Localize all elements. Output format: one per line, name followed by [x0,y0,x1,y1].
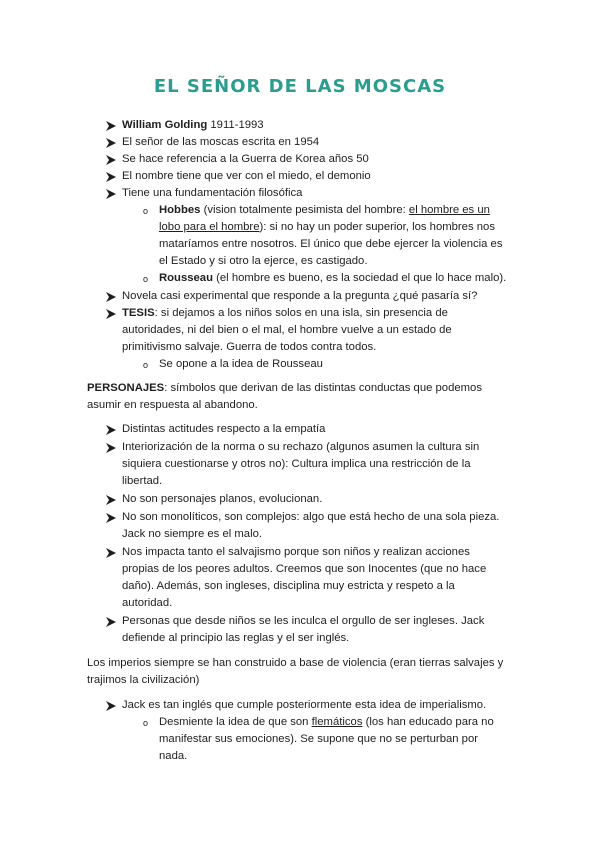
hobbes-line-3: mataríamos entre nosotros. El único que debe ejercer la violencia es [159,238,503,250]
personajes-line-1: PERSONAJES: símbolos que derivan de las distintas conductas que podemos [87,382,482,394]
hobbes-line-1: Hobbes (vision totalmente pesimista del hombre: el hombre es un [159,204,490,216]
arrowhead-icon [105,154,117,166]
arrowhead-icon [105,137,117,149]
arrowhead-icon [105,442,117,454]
personajes-item-line: Interiorización de la norma o su rechazo (algunos asumen la cultura sin [122,441,480,453]
bullet-text: Novela casi experimental que responde a la pregunta ¿qué pasaría sí? [122,290,478,302]
rousseau-line: Rousseau (el hombre es bueno, es la sociedad el que lo hace malo). [159,272,507,284]
hobbes-line-4: el Estado y si otro la ejerce, es castigado. [159,255,368,267]
arrowhead-icon [105,700,117,712]
personajes-item-line: Nos impacta tanto el salvajismo porque son niños y realizan acciones [122,546,470,558]
arrowhead-icon [105,424,117,436]
circle-bullet-icon: o [143,274,149,284]
personajes-item-line: Distintas actitudes respecto a la empatía [122,423,326,435]
page-title: EL SEÑOR DE LAS MOSCAS [153,76,447,97]
personajes-item-line: libertad. [122,475,163,487]
arrowhead-icon [105,494,117,506]
flematicos-line-1: Desmiente la idea de que son flemáticos (los han educado para no [159,716,494,728]
tesis-line-1: TESIS: si dejamos a los niños solos en una isla, sin presencia de [122,307,448,319]
hobbes-line-2: lobo para el hombre): si no hay un poder superior, los hombres nos [159,221,495,233]
arrowhead-icon [105,616,117,628]
personajes-item-line: No son personajes planos, evolucionan. [122,493,323,505]
arrowhead-icon [105,171,117,183]
personajes-item-line: No son monolíticos, son complejos: algo que está hecho de una sola pieza. [122,511,500,523]
bullet-golding: William Golding 1911-1993 [122,119,264,131]
circle-bullet-icon: o [143,360,149,370]
personajes-item-line: siquiera cuestionarse y otros no): Cultura implica una restricción de la [122,458,471,470]
personajes-item-line: autoridad. [122,597,173,609]
tesis-sub: Se opone a la idea de Rousseau [159,358,323,370]
arrowhead-icon [105,188,117,200]
imperios-line-1: Los imperios siempre se han construido a base de violencia (eran tierras salvajes y [87,657,504,669]
arrowhead-icon [105,512,117,524]
bullet-text: Tiene una fundamentación filosófica [122,187,303,199]
arrowhead-icon [105,308,117,320]
personajes-item-line: Jack no siempre es el malo. [122,528,263,540]
arrowhead-icon [105,547,117,559]
circle-bullet-icon: o [143,206,149,216]
flematicos-line-3: nada. [159,750,188,762]
jack-line: Jack es tan inglés que cumple posteriormente esta idea de imperialismo. [122,699,487,711]
personajes-item-line: defiende al principio las reglas y el ser inglés. [122,632,350,644]
personajes-item-line: propias de los peores adultos. Creemos que son Inocentes (que no hace [122,563,487,575]
personajes-item-line: Personas que desde niños se les inculca el orgullo de ser ingleses. Jack [122,615,485,627]
bullet-text: El señor de las moscas escrita en 1954 [122,136,320,148]
tesis-line-3: primitivismo salvaje. Guerra de todos contra todos. [122,341,377,353]
flematicos-line-2: manifestar sus emociones). Se supone que no se perturban por [159,733,479,745]
arrowhead-icon [105,291,117,303]
circle-bullet-icon: o [143,718,149,728]
arrowhead-icon [105,120,117,132]
tesis-line-2: autoridades, ni del bien o el mal, el hombre vuelve a un estado de [122,324,452,336]
personajes-line-2: asumir en respuesta al abandono. [87,399,258,411]
bullet-text: El nombre tiene que ver con el miedo, el demonio [122,170,371,182]
bullet-text: Se hace referencia a la Guerra de Korea años 50 [122,153,369,165]
personajes-item-line: daño). Además, son ingleses, disciplina muy estricta y respeto a la [122,580,455,592]
imperios-line-2: trajimos la civilización) [87,674,200,686]
